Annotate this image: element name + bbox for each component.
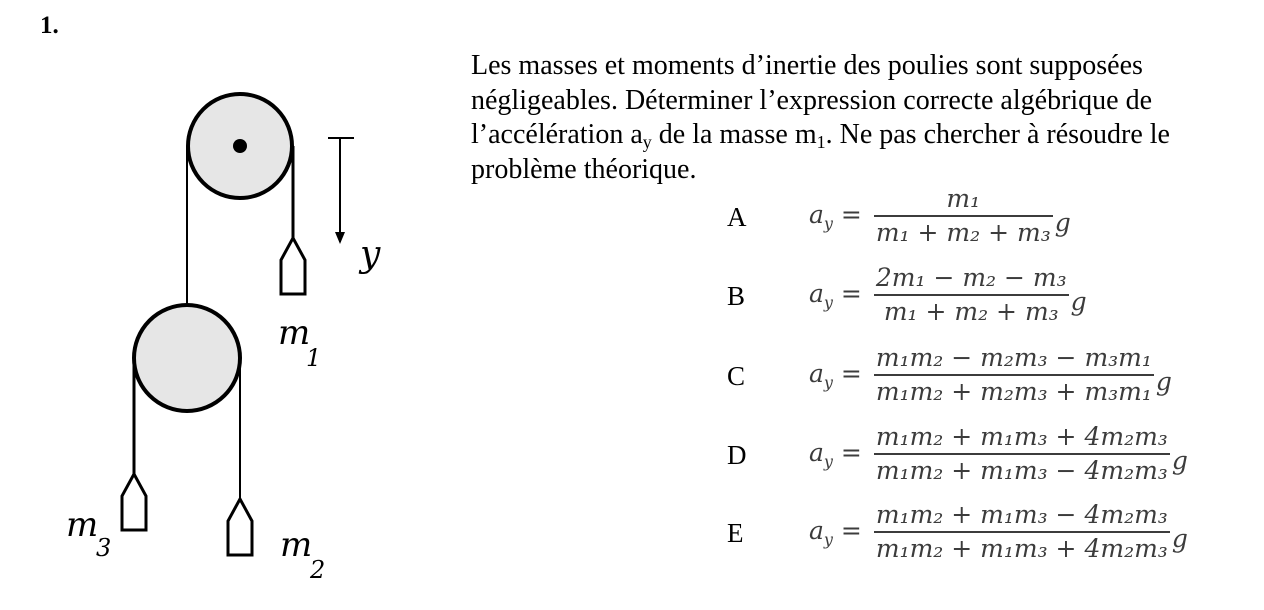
gravity-symbol: g [1155, 366, 1172, 396]
numerator: m₁m₂ + m₁m₃ − 4m₂m₃ [875, 500, 1168, 529]
option-letter: E [727, 518, 744, 548]
gravity-symbol: g [1070, 286, 1087, 316]
numerator: m₁ [946, 184, 981, 213]
fraction [874, 343, 1154, 407]
label-m3: m [66, 505, 99, 545]
label-m1-subscript: 1 [306, 344, 322, 372]
denominator: m₁ + m₂ + m₃ [883, 297, 1059, 326]
option-formula [809, 184, 1071, 248]
formula-lhs: $a_y$ = [809, 358, 862, 392]
formula-lhs: $a_y$ = [809, 515, 862, 549]
y-axis-label: y [360, 234, 381, 275]
denominator: m₁m₂ + m₁m₃ − 4m₂m₃ [875, 456, 1168, 485]
denominator: m₁m₂ + m₂m₃ + m₃m₁ [875, 377, 1152, 406]
option-letter: A [727, 202, 747, 232]
label-m2: m [280, 525, 313, 565]
statement-text-2: de la masse m [651, 119, 817, 150]
fraction [874, 422, 1170, 486]
option-letter: B [727, 281, 746, 311]
numerator: 2m₁ − m₂ − m₃ [875, 263, 1067, 292]
gravity-symbol: g [1054, 207, 1071, 237]
pulley-axle [233, 139, 247, 153]
fraction [874, 500, 1170, 564]
numerator: m₁m₂ + m₁m₃ + 4m₂m₃ [875, 422, 1168, 451]
option-formula [809, 343, 1172, 407]
formula-lhs: $a_y$ = [809, 278, 862, 312]
label-m2-subscript: 2 [310, 556, 326, 584]
statement-subscript-1: 1 [816, 132, 826, 152]
gravity-symbol: g [1171, 445, 1188, 475]
fraction-bar [874, 294, 1069, 296]
formula-lhs: $a_y$ = [809, 199, 862, 233]
label-m1: m [278, 313, 311, 353]
statement-text-3: . Ne pas chercher à résoudre le problème théorique. [471, 119, 1170, 185]
option-letter: C [727, 361, 746, 391]
statement-subscript-y: y [642, 132, 652, 152]
statement-text-1: Les masses et moments d’inertie des poulies sont supposées négligeables. Déterminer l’expression correcte algébrique de l’accélération a [471, 50, 1153, 150]
option-letter: D [727, 440, 747, 470]
fraction [874, 263, 1069, 327]
denominator: m₁m₂ + m₁m₃ + 4m₂m₃ [875, 534, 1168, 563]
fraction [874, 184, 1053, 248]
fraction-bar [874, 374, 1154, 376]
pulley-diagram [40, 70, 420, 600]
option-formula [809, 500, 1188, 564]
formula-lhs: $a_y$ = [809, 437, 862, 471]
gravity-symbol: g [1171, 523, 1188, 553]
fraction-bar [874, 531, 1170, 533]
question-statement [471, 49, 1261, 187]
label-m3-subscript: 3 [96, 534, 112, 562]
numerator: m₁m₂ − m₂m₃ − m₃m₁ [875, 343, 1152, 372]
movable-pulley [134, 305, 240, 411]
fraction-bar [874, 215, 1053, 217]
denominator: m₁ + m₂ + m₃ [875, 218, 1051, 247]
question-number: 1. [40, 12, 59, 39]
option-formula [809, 263, 1087, 327]
option-formula [809, 422, 1188, 486]
fraction-bar [874, 453, 1170, 455]
